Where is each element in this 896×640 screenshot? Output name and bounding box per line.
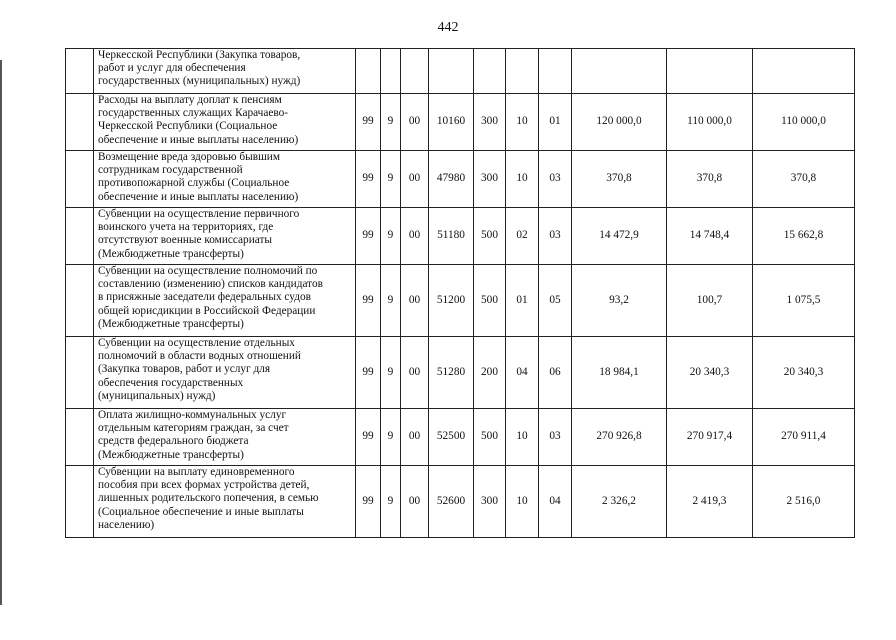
amount-year2-cell xyxy=(667,49,753,94)
subprogram-code-cell: 9 xyxy=(381,94,401,151)
subprogram-code-cell: 9 xyxy=(381,466,401,538)
expense-name-line: Черкесской Республики (Социальное xyxy=(98,120,278,133)
expense-type-cell: 500 xyxy=(474,208,506,265)
expense-type-cell: 300 xyxy=(474,151,506,208)
expense-name-cell xyxy=(94,49,356,94)
expense-name-line: населению) xyxy=(98,518,155,531)
amount-year3-cell: 110 000,0 xyxy=(753,94,855,151)
amount-year2-cell: 2 419,3 xyxy=(667,466,753,538)
subsection-cell: 01 xyxy=(539,94,572,151)
expense-name-line: работ и услуг для обеспечения xyxy=(98,62,246,75)
table-row xyxy=(66,49,855,94)
direction-code-cell: 51180 xyxy=(429,208,474,265)
amount-year2-cell: 110 000,0 xyxy=(667,94,753,151)
expense-name-line: обеспечение и иные выплаты населению) xyxy=(98,190,299,203)
row-number-cell xyxy=(66,466,94,538)
expense-name-line: обеспечения государственных xyxy=(98,376,244,389)
expense-name-line: (Межбюджетные трансферты) xyxy=(98,247,244,260)
subprogram-code-cell: 9 xyxy=(381,409,401,466)
expense-type-cell: 500 xyxy=(474,409,506,466)
direction-code-cell: 51280 xyxy=(429,337,474,409)
subprogram-sub-code-cell: 00 xyxy=(401,265,429,337)
subprogram-sub-code-cell xyxy=(401,49,429,94)
amount-year1-cell: 93,2 xyxy=(572,265,667,337)
program-code-cell xyxy=(356,49,381,94)
subprogram-sub-code-cell: 00 xyxy=(401,409,429,466)
section-cell: 10 xyxy=(506,94,539,151)
table-row xyxy=(66,94,855,151)
row-number-cell xyxy=(66,337,94,409)
amount-year2-cell: 100,7 xyxy=(667,265,753,337)
table-row xyxy=(66,208,855,265)
amount-year1-cell: 270 926,8 xyxy=(572,409,667,466)
direction-code-cell: 51200 xyxy=(429,265,474,337)
amount-year3-cell xyxy=(753,49,855,94)
expense-name-line: отдельным категориям граждан, за счет xyxy=(98,422,289,435)
expense-name-cell xyxy=(94,265,356,337)
section-cell: 10 xyxy=(506,409,539,466)
subprogram-sub-code-cell: 00 xyxy=(401,94,429,151)
expense-name-line: Возмещение вреда здоровью бывшим xyxy=(98,151,280,163)
row-number-cell xyxy=(66,94,94,151)
expense-name-line: (Межбюджетные трансферты) xyxy=(98,448,244,461)
program-code-cell: 99 xyxy=(356,94,381,151)
amount-year2-cell: 370,8 xyxy=(667,151,753,208)
row-number-cell xyxy=(66,409,94,466)
amount-year3-cell: 1 075,5 xyxy=(753,265,855,337)
expense-type-cell: 300 xyxy=(474,466,506,538)
section-cell: 02 xyxy=(506,208,539,265)
subsection-cell: 06 xyxy=(539,337,572,409)
expense-type-cell: 300 xyxy=(474,94,506,151)
expense-name-line: пособия при всех формах устройства детей, xyxy=(98,479,310,492)
expense-name-line: Субвенции на выплату единовременного xyxy=(98,466,295,478)
amount-year2-cell: 14 748,4 xyxy=(667,208,753,265)
amount-year3-cell: 20 340,3 xyxy=(753,337,855,409)
section-cell: 01 xyxy=(506,265,539,337)
expense-name-line: (муниципальных) нужд) xyxy=(98,389,216,402)
section-cell: 04 xyxy=(506,337,539,409)
expense-name-line: лишенных родительского попечения, в семью xyxy=(98,492,319,505)
direction-code-cell: 10160 xyxy=(429,94,474,151)
amount-year1-cell: 18 984,1 xyxy=(572,337,667,409)
expense-name-line: общей юрисдикции в Российской Федерации xyxy=(98,304,316,317)
direction-code-cell xyxy=(429,49,474,94)
expense-name-line: Субвенции на осуществление первичного xyxy=(98,208,300,220)
subsection-cell: 03 xyxy=(539,208,572,265)
amount-year3-cell: 370,8 xyxy=(753,151,855,208)
table-row xyxy=(66,151,855,208)
expense-name-line: Субвенции на осуществление полномочий по xyxy=(98,265,318,277)
page-number: 442 xyxy=(437,20,459,35)
expense-name-line: (Социальное обеспечение и иные выплаты xyxy=(98,505,304,518)
expense-name-line: Расходы на выплату доплат к пенсиям xyxy=(98,94,282,106)
expense-name-line: государственных (муниципальных) нужд) xyxy=(98,75,301,88)
subsection-cell: 05 xyxy=(539,265,572,337)
amount-year3-cell: 2 516,0 xyxy=(753,466,855,538)
program-code-cell: 99 xyxy=(356,466,381,538)
expense-name-line: Оплата жилищно-коммунальных услуг xyxy=(98,409,287,421)
subsection-cell xyxy=(539,49,572,94)
direction-code-cell: 52600 xyxy=(429,466,474,538)
expense-name-line: противопожарной службы (Социальное xyxy=(98,177,290,190)
amount-year2-cell: 20 340,3 xyxy=(667,337,753,409)
subprogram-sub-code-cell: 00 xyxy=(401,208,429,265)
row-number-cell xyxy=(66,265,94,337)
row-number-cell xyxy=(66,151,94,208)
expense-name-line: государственных служащих Карачаево- xyxy=(98,107,289,120)
budget-table xyxy=(65,48,855,538)
subprogram-sub-code-cell: 00 xyxy=(401,466,429,538)
subprogram-code-cell: 9 xyxy=(381,265,401,337)
expense-name-line: обеспечение и иные выплаты населению) xyxy=(98,133,299,146)
expense-type-cell: 200 xyxy=(474,337,506,409)
section-cell xyxy=(506,49,539,94)
expense-name-line: отсутствуют военные комиссариаты xyxy=(98,234,273,247)
amount-year1-cell: 14 472,9 xyxy=(572,208,667,265)
scan-edge-line xyxy=(0,60,2,605)
expense-name-line: составлению (изменению) списков кандидатов xyxy=(98,278,323,291)
expense-name-line: полномочий в области водных отношений xyxy=(98,350,301,363)
amount-year1-cell: 370,8 xyxy=(572,151,667,208)
expense-name-cell xyxy=(94,151,356,208)
subsection-cell: 03 xyxy=(539,409,572,466)
program-code-cell: 99 xyxy=(356,265,381,337)
expense-type-cell: 500 xyxy=(474,265,506,337)
amount-year1-cell: 120 000,0 xyxy=(572,94,667,151)
expense-name-cell xyxy=(94,337,356,409)
amount-year3-cell: 15 662,8 xyxy=(753,208,855,265)
direction-code-cell: 52500 xyxy=(429,409,474,466)
section-cell: 10 xyxy=(506,466,539,538)
section-cell: 10 xyxy=(506,151,539,208)
subprogram-sub-code-cell: 00 xyxy=(401,337,429,409)
subsection-cell: 03 xyxy=(539,151,572,208)
expense-name-line: Субвенции на осуществление отдельных xyxy=(98,337,295,349)
program-code-cell: 99 xyxy=(356,409,381,466)
program-code-cell: 99 xyxy=(356,151,381,208)
row-number-cell xyxy=(66,49,94,94)
subprogram-code-cell xyxy=(381,49,401,94)
expense-name-cell xyxy=(94,466,356,538)
amount-year2-cell: 270 917,4 xyxy=(667,409,753,466)
expense-type-cell xyxy=(474,49,506,94)
subprogram-sub-code-cell: 00 xyxy=(401,151,429,208)
table-row xyxy=(66,466,855,538)
expense-name-cell xyxy=(94,208,356,265)
amount-year1-cell xyxy=(572,49,667,94)
program-code-cell: 99 xyxy=(356,337,381,409)
program-code-cell: 99 xyxy=(356,208,381,265)
amount-year1-cell: 2 326,2 xyxy=(572,466,667,538)
expense-name-line: Черкесской Республики (Закупка товаров, xyxy=(98,49,301,61)
expense-name-line: в присяжные заседатели федеральных судов xyxy=(98,291,311,304)
table-row xyxy=(66,409,855,466)
expense-name-line: средств федерального бюджета xyxy=(98,435,249,448)
row-number-cell xyxy=(66,208,94,265)
amount-year3-cell: 270 911,4 xyxy=(753,409,855,466)
expense-name-line: воинского учета на территориях, где xyxy=(98,221,274,234)
expense-name-line: (Межбюджетные трансферты) xyxy=(98,317,244,330)
direction-code-cell: 47980 xyxy=(429,151,474,208)
table-row xyxy=(66,337,855,409)
subsection-cell: 04 xyxy=(539,466,572,538)
subprogram-code-cell: 9 xyxy=(381,151,401,208)
table-row xyxy=(66,265,855,337)
expense-name-cell xyxy=(94,409,356,466)
subprogram-code-cell: 9 xyxy=(381,208,401,265)
expense-name-line: сотрудникам государственной xyxy=(98,164,243,177)
subprogram-code-cell: 9 xyxy=(381,337,401,409)
expense-name-line: (Закупка товаров, работ и услуг для xyxy=(98,363,271,376)
expense-name-cell xyxy=(94,94,356,151)
